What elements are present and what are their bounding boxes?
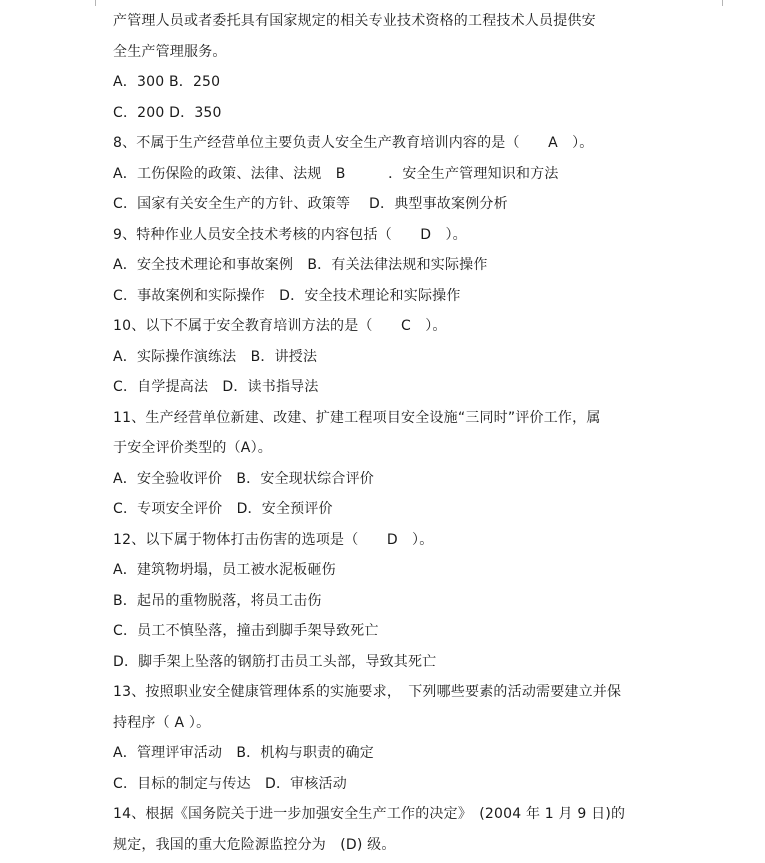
option-line: C．事故案例和实际操作 D．安全技术理论和实际操作 (113, 287, 461, 304)
text-line: 规定，我国的重大危险源监控分为 (D) 级。 (113, 836, 396, 853)
question-11: 11、生产经营单位新建、改建、扩建工程项目安全设施“三同时”评价工作，属 (113, 409, 601, 426)
option-line: A．安全技术理论和事故案例 B．有关法律法规和实际操作 (113, 257, 488, 273)
question-12: 12、以下属于物体打击伤害的选项是（ D ）。 (113, 531, 434, 548)
text-line: 产管理人员或者委托具有国家规定的相关专业技术资格的工程技术人员提供安 (113, 13, 596, 29)
option-line: A．管理评审活动 B．机构与职责的确定 (113, 745, 374, 761)
question-14: 14、根据《国务院关于进一步加强安全生产工作的决定》 (2004 年 1 月 9 日)的 (113, 806, 626, 822)
option-line: A．建筑物坍塌，员工被水泥板砸伤 (113, 562, 336, 578)
option-line: A．实际操作演练法 B．讲授法 (113, 348, 318, 365)
option-line: A．安全验收评价 B．安全现状综合评价 (113, 470, 374, 487)
text-line: 于安全评价类型的（A）。 (113, 440, 272, 456)
right-margin-mark (722, 0, 723, 6)
left-margin-mark (95, 0, 96, 6)
text-line: 全生产管理服务。 (113, 43, 227, 60)
option-line: C．自学提高法 D．读书指导法 (113, 379, 319, 395)
question-13: 13、按照职业安全健康管理体系的实施要求， 下列哪些要素的活动需要建立并保 (113, 684, 622, 700)
option-line: A．300 B．250 (113, 74, 221, 90)
option-line: D．脚手架上坠落的钢筋打击员工头部，导致其死亡 (113, 653, 437, 670)
option-line: C．员工不慎坠落，撞击到脚手架导致死亡 (113, 623, 379, 639)
option-line: A．工伤保险的政策、法律、法规 B ．安全生产管理知识和方法 (113, 165, 559, 182)
question-10: 10、以下不属于安全教育培训方法的是（ C ）。 (113, 318, 447, 334)
option-line: C．国家有关安全生产的方针、政策等 D．典型事故案例分析 (113, 196, 508, 212)
text-line: 持程序（ A ）。 (113, 714, 211, 731)
option-line: B．起吊的重物脱落，将员工击伤 (113, 592, 322, 609)
question-9: 9、特种作业人员安全技术考核的内容包括（ D ）。 (113, 226, 467, 243)
option-line: C．专项安全评价 D．安全预评价 (113, 501, 333, 517)
question-8: 8、不属于生产经营单位主要负责人安全生产教育培训内容的是（ A ）。 (113, 135, 594, 151)
document-body (113, 6, 673, 860)
option-line: C．200 D．350 (113, 104, 222, 121)
option-line: C．目标的制定与传达 D．审核活动 (113, 775, 347, 792)
